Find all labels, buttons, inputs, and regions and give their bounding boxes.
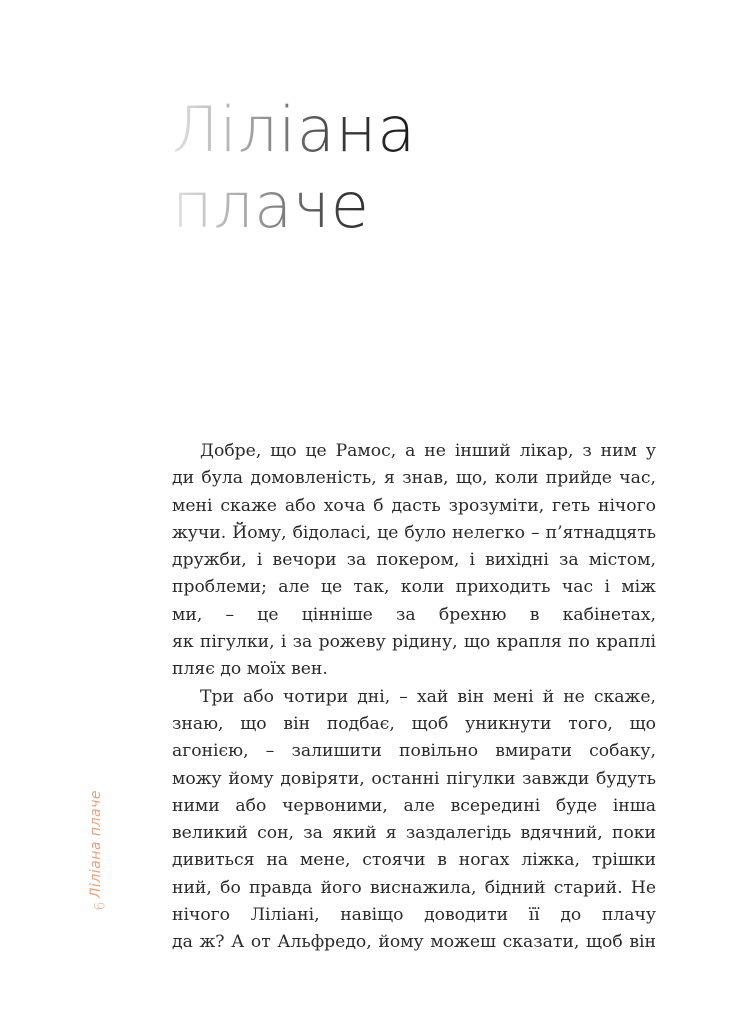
text-line: мені скаже або хоча б дасть зрозуміти, геть нічого bbox=[172, 495, 656, 516]
text-line: Три або чотири дні, – хай він мені й не скаже, bbox=[200, 686, 656, 707]
chapter-title-line-2: плаче bbox=[172, 169, 370, 242]
text-line: да ж? А от Альфредо, йому можеш сказати, щоб він bbox=[172, 932, 656, 953]
text-line: знаю, що він подбає, щоб уникнути того, що bbox=[172, 713, 656, 734]
text-line: ний, бо правда його виснажила, бідний старий. Не bbox=[172, 877, 656, 898]
text-line: можу йому довіряти, останні пігулки завжди будуть bbox=[172, 768, 656, 789]
text-line: великий сон, за який я заздалегідь вдячний, поки bbox=[172, 823, 656, 844]
text-line: дружби, і вечори за покером, і вихідні за містом, bbox=[172, 550, 656, 571]
paragraph-1 bbox=[172, 438, 656, 684]
chapter-title bbox=[172, 92, 416, 244]
running-head: Ліліана плаче bbox=[88, 790, 104, 899]
text-line: як пігулки, і за рожеву рідину, що крапля по краплі bbox=[172, 632, 656, 653]
paragraph-2 bbox=[172, 684, 656, 957]
text-line: Добре, що це Рамос, а не інший лікар, з ним у bbox=[200, 441, 656, 461]
text-line: ми, – це цінніше за брехню в кабінетах, bbox=[172, 604, 656, 625]
page-number: 6 bbox=[92, 901, 109, 911]
text-line: пляє до моїх вен. bbox=[172, 659, 328, 680]
text-line: жучи. Йому, бідоласі, це було нелегко – п’ятнадцять bbox=[172, 522, 656, 543]
chapter-title-line-1: Ліліана bbox=[172, 93, 417, 166]
text-line: нічого Ліліані, навіщо доводити її до плачу bbox=[172, 905, 656, 926]
text-line: ними або червоними, але всередині буде інша bbox=[172, 795, 656, 816]
text-line: проблеми; але це так, коли приходить час і між bbox=[172, 577, 656, 598]
text-line: дивиться на мене, стоячи в ногах ліжка, трішки bbox=[172, 850, 656, 871]
text-line: ди була домовленість, я знав, що, коли прийде час, bbox=[172, 468, 656, 489]
text-line: агонією, – залишити повільно вмирати собаку, bbox=[172, 741, 656, 762]
body-text bbox=[172, 438, 656, 957]
